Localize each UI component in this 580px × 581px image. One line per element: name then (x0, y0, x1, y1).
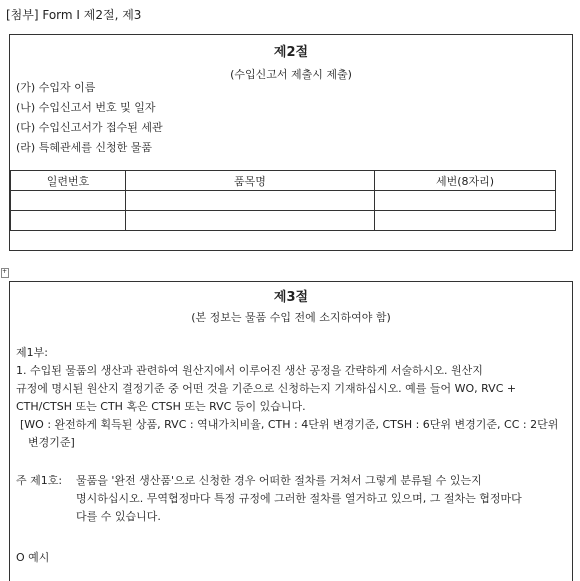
note-line-3: 다를 수 있습니다. (76, 510, 161, 523)
definition-line-1: [WO : 완전하게 획득된 상품, RVC : 역내가치비율, CTH : 4단위 변경기준, CTSH : 6단위 변경기준, CC : 2단위 (20, 418, 559, 431)
example-label: O 예시 (16, 551, 50, 564)
instruction-line-1: 1. 수입된 물품의 생산과 관련하여 원산지에서 이루어진 생산 공정을 간략하게 서술하시오. 원산지 (16, 364, 483, 377)
instruction-line-2: 규정에 명시된 원산지 결정기준 중 어떤 것을 기준으로 신청하는지 기재하십시오. 예를 들어 WO, RVC + (16, 382, 517, 395)
table-cell[interactable] (375, 211, 556, 231)
table-cell[interactable] (126, 191, 375, 211)
table-header-row (11, 171, 556, 191)
table-row (11, 191, 556, 211)
item-ga: (가) 수입자 이름 (16, 81, 96, 94)
item-name-header: 품목명 (126, 171, 375, 191)
section-2-box (9, 34, 573, 251)
table-cell[interactable] (126, 211, 375, 231)
table-move-handle-icon[interactable]: + (1, 268, 9, 278)
goods-table (10, 170, 556, 231)
hs-code-header: 세번(8자리) (375, 171, 556, 191)
section-2-title: 제2절 (273, 45, 309, 60)
document-header: [첨부] Form I 제2절, 제3 (6, 8, 142, 22)
table-cell[interactable] (375, 191, 556, 211)
table-cell[interactable] (11, 191, 126, 211)
note-line-1: 물품을 '완전 생산품'으로 신청한 경우 어떠한 절차를 거쳐서 그렇게 분류될 수 있는지 (76, 474, 482, 487)
definition-line-2: 변경기준] (28, 436, 75, 449)
table-cell[interactable] (11, 211, 126, 231)
table-row (11, 211, 556, 231)
section-3-box (9, 281, 573, 581)
item-da: (다) 수입신고서가 접수된 세관 (16, 121, 163, 134)
part-1-label: 제1부: (16, 346, 48, 359)
note-label: 주 제1호: (16, 474, 63, 487)
section-3-subtitle: (본 정보는 물품 수입 전에 소지하여야 함) (191, 311, 391, 324)
serial-number-header: 일련번호 (11, 171, 126, 191)
instruction-line-3: CTH/CTSH 또는 CTH 혹은 CTSH 또는 RVC 등이 있습니다. (16, 400, 306, 413)
note-line-2: 명시하십시오. 무역협정마다 특정 규정에 그러한 절차를 열거하고 있으며, 그 절차는 협정마다 (76, 492, 522, 505)
section-2-subtitle: (수입신고서 제출시 제출) (230, 68, 352, 81)
item-ra: (라) 특혜관세를 신청한 물품 (16, 141, 152, 154)
section-3-title: 제3절 (273, 290, 309, 305)
item-na: (나) 수입신고서 번호 및 일자 (16, 101, 156, 114)
